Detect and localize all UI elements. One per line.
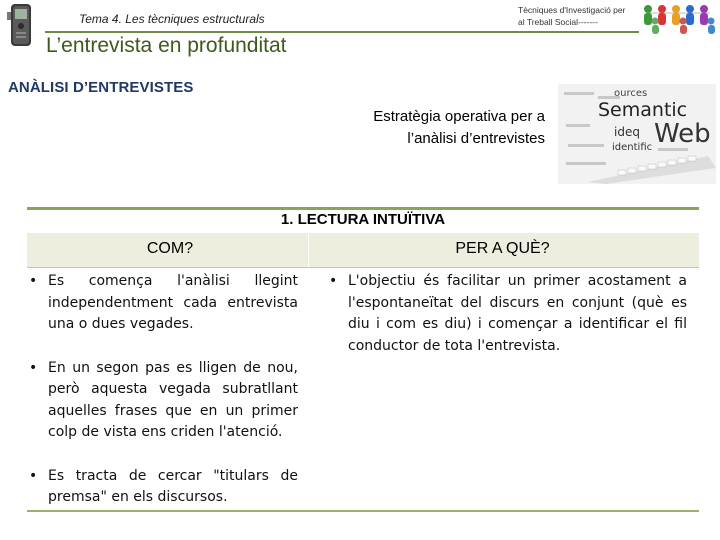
cloud-word: identific [612, 142, 653, 153]
list-item: • En un segon pas es lligen de nou, però aquesta vegada subratllant aquelles frases que en un primer colp de vista ens criden l'atenció. [29, 359, 298, 440]
list-item: • Es tracta de cercar "titulars de premsa" en els discursos. [29, 467, 298, 505]
list-item: • L'objectiu és facilitar un primer acostament a l'espontaneïtat del discurs en conjunt (què es diu i com es diu) i començar a identificar el fil conductor de tota l'entrevista. [329, 273, 687, 354]
column-header-why: PER A QUÈ? [455, 240, 550, 257]
column-divider [308, 233, 309, 267]
table-title: 1. LECTURA INTUÏTIVA [280, 211, 446, 228]
table-bottom-rule [27, 510, 699, 512]
slide-title: L’entrevista en profunditat [46, 34, 287, 57]
cloud-word: Web [654, 119, 711, 149]
list-item: • Es comença l'anàlisi llegint independentment cada entrevista una o dues vegades. [29, 273, 298, 332]
semantic-web-image [558, 84, 716, 184]
how-list [27, 271, 298, 531]
bullet-icon: • [29, 359, 38, 376]
course-label: Tècniques d'Investigació per al Treball Social------- [518, 5, 626, 27]
header-rule [45, 31, 639, 33]
section-title: ANÀLISI D’ENTREVISTES [8, 79, 194, 96]
bullet-icon: • [29, 273, 38, 289]
bullet-icon: • [29, 467, 38, 484]
operative-title: Estratègia operativa per a l’anàlisi d’entrevistes [373, 108, 545, 147]
cloud-word: ideq [614, 125, 640, 139]
cloud-word: Semantic [598, 99, 688, 121]
table-top-rule [27, 207, 699, 210]
why-list [327, 271, 687, 357]
people-network-icon [640, 1, 718, 35]
voice-recorder-icon [6, 2, 36, 48]
column-header-how: COM? [146, 240, 194, 257]
topic-label: Tema 4. Les tècniques estructurals [79, 12, 265, 26]
bullet-icon: • [329, 273, 338, 289]
cloud-word: ources [614, 88, 648, 99]
